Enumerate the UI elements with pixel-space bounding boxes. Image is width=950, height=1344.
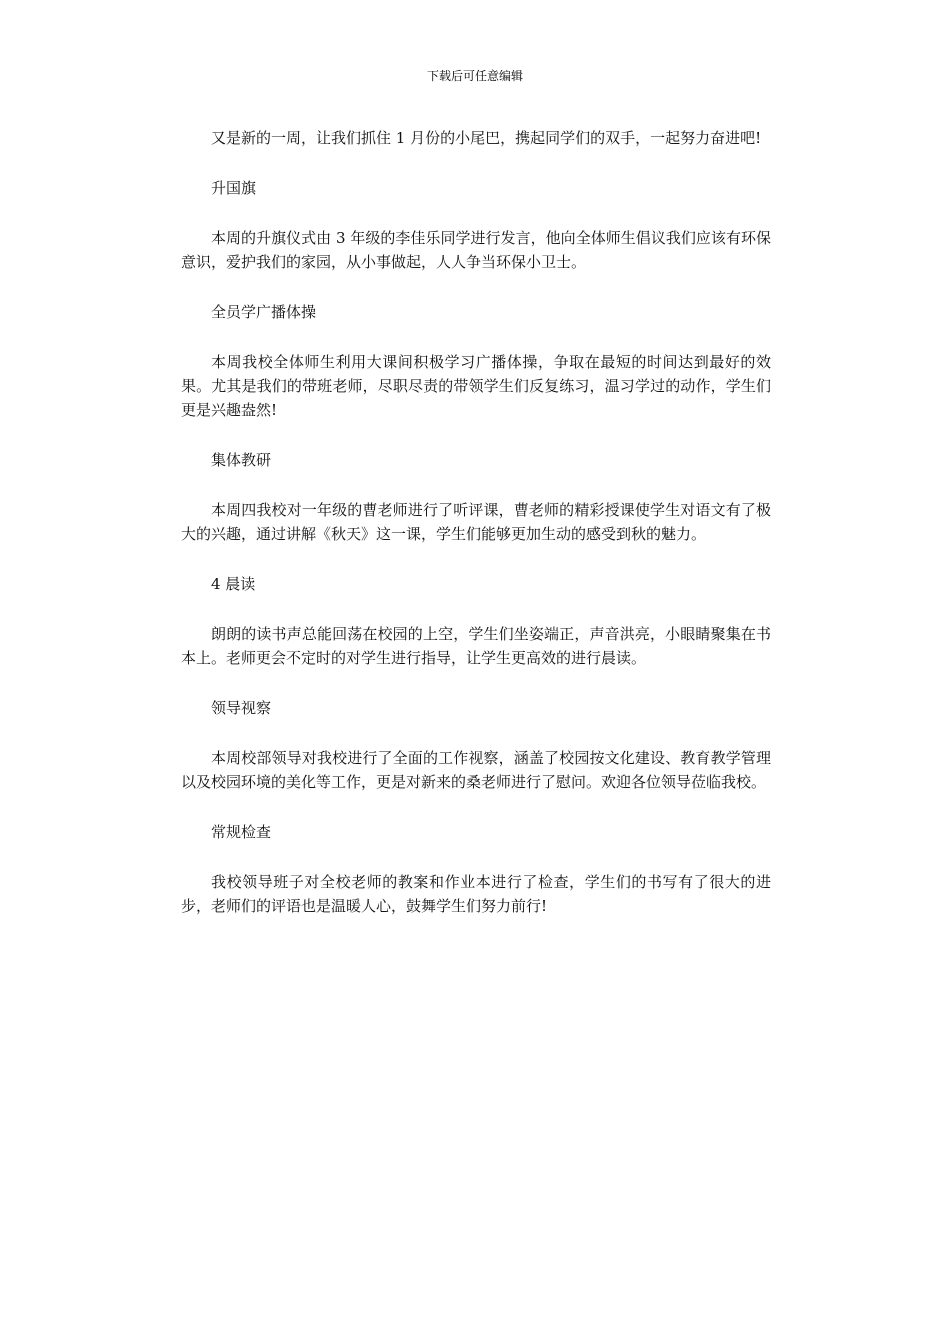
- section-paragraph: 本周四我校对一年级的曹老师进行了听评课，曹老师的精彩授课使学生对语文有了极大的兴趣，通过讲解《秋天》这一课，学生们能够更加生动的感受到秋的魅力。: [181, 501, 771, 543]
- section-paragraph: 我校领导班子对全校老师的教案和作业本进行了检查，学生们的书写有了很大的进步，老师们的评语也是温暖人心，鼓舞学生们努力前行!: [181, 873, 771, 915]
- section-heading: 全员学广播体操: [211, 303, 317, 321]
- section-heading: 集体教研: [211, 451, 272, 469]
- section-heading: 升国旗: [211, 179, 257, 197]
- section-paragraph: 本周的升旗仪式由 3 年级的李佳乐同学进行发言，他向全体师生倡议我们应该有环保意识，爱护我们的家园，从小事做起，人人争当环保小卫士。: [181, 229, 771, 271]
- intro-paragraph: 又是新的一周，让我们抓住 1 月份的小尾巴，携起同学们的双手，一起努力奋进吧!: [211, 129, 762, 147]
- section-paragraph: 朗朗的读书声总能回荡在校园的上空，学生们坐姿端正，声音洪亮，小眼睛聚集在书本上。老师更会不定时的对学生进行指导，让学生更高效的进行晨读。: [181, 625, 771, 667]
- page-header: 下载后可任意编辑: [426, 69, 523, 83]
- section-paragraph: 本周校部领导对我校进行了全面的工作视察，涵盖了校园按文化建设、教育教学管理以及校园环境的美化等工作，更是对新来的桑老师进行了慰问。欢迎各位领导莅临我校。: [181, 749, 771, 791]
- section-heading: 常规检查: [211, 823, 272, 841]
- section-heading: 4 晨读: [211, 575, 256, 593]
- section-paragraph: 本周我校全体师生利用大课间积极学习广播体操，争取在最短的时间达到最好的效果。尤其是我们的带班老师，尽职尽责的带领学生们反复练习，温习学过的动作，学生们更是兴趣盎然!: [181, 353, 771, 419]
- section-heading: 领导视察: [211, 699, 272, 717]
- document-body: [181, 126, 771, 944]
